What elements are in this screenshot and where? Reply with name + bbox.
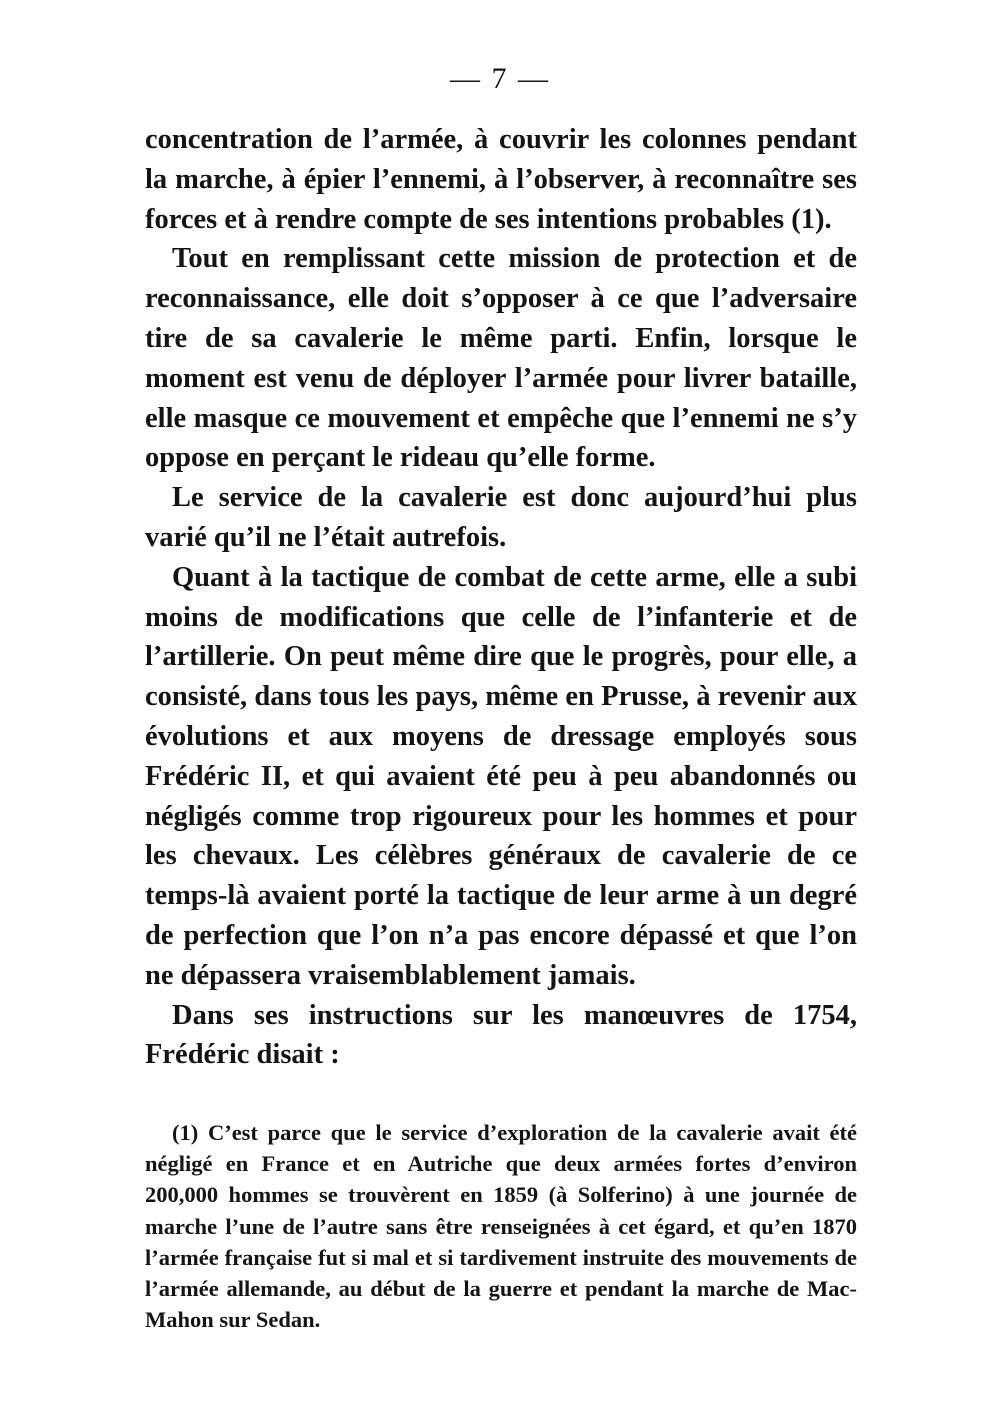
body-text (145, 120, 857, 1075)
footnote (145, 1117, 857, 1335)
paragraph-mission: Tout en remplissant cette mission de protection et de reconnaissance, elle doit s’opposer à ce que l’adversaire tire de sa cavalerie le même parti. Enfin, lorsque le moment est venu de déployer l’armée pour livrer bataille, elle masque ce mouvement et empêche que l’ennemi ne s’y oppose en perçant le rideau qu’elle forme. (145, 243, 857, 474)
footnote-text: (1) C’est parce que le service d’exploration de la cavalerie avait été négligé en France et en Autriche que deux armées fortes d’environ 200,000 hommes se trouvèrent en 1859 (à Solferino) à une journée de marche l’une de l’autre sans être renseignées à cet égard, et qu’en 1870 l’armée française fut si mal et si tardivement instruite des mouvements de l’armée allemande, au début de la guerre et pendant la marche de Mac-Mahon sur Sedan. (145, 1120, 857, 1333)
paragraph-continuation: concentration de l’armée, à couvrir les colonnes pendant la marche, à épier l’ennemi, à l’observer, à reconnaître ses forces et à rendre compte de ses intentions probables (1). (145, 124, 857, 235)
paragraph-instructions: Dans ses instructions sur les manœuvres de 1754, Frédéric disait : (145, 999, 857, 1071)
page-number: — 7 — (450, 62, 550, 95)
paragraph-tactics: Quant à la tactique de combat de cette arme, elle a subi moins de modifications que celle de l’infanterie et de l’artillerie. On peut même dire que le progrès, pour elle, a consisté, dans tous les pays, même en Prusse, à revenir aux évolutions et aux moyens de dressage employés sous Frédéric II, et qui avaient été peu à peu abandonnés ou négligés comme trop rigoureux pour les hommes et pour les chevaux. Les célèbres généraux de cavalerie de ce temps-là avaient porté la tactique de leur arme à un degré de perfection que l’on n’a pas encore dépassé et que l’on ne dépassera vraisemblablement jamais. (145, 561, 857, 991)
paragraph-service: Le service de la cavalerie est donc aujourd’hui plus varié qu’il ne l’était autrefois. (145, 482, 857, 553)
